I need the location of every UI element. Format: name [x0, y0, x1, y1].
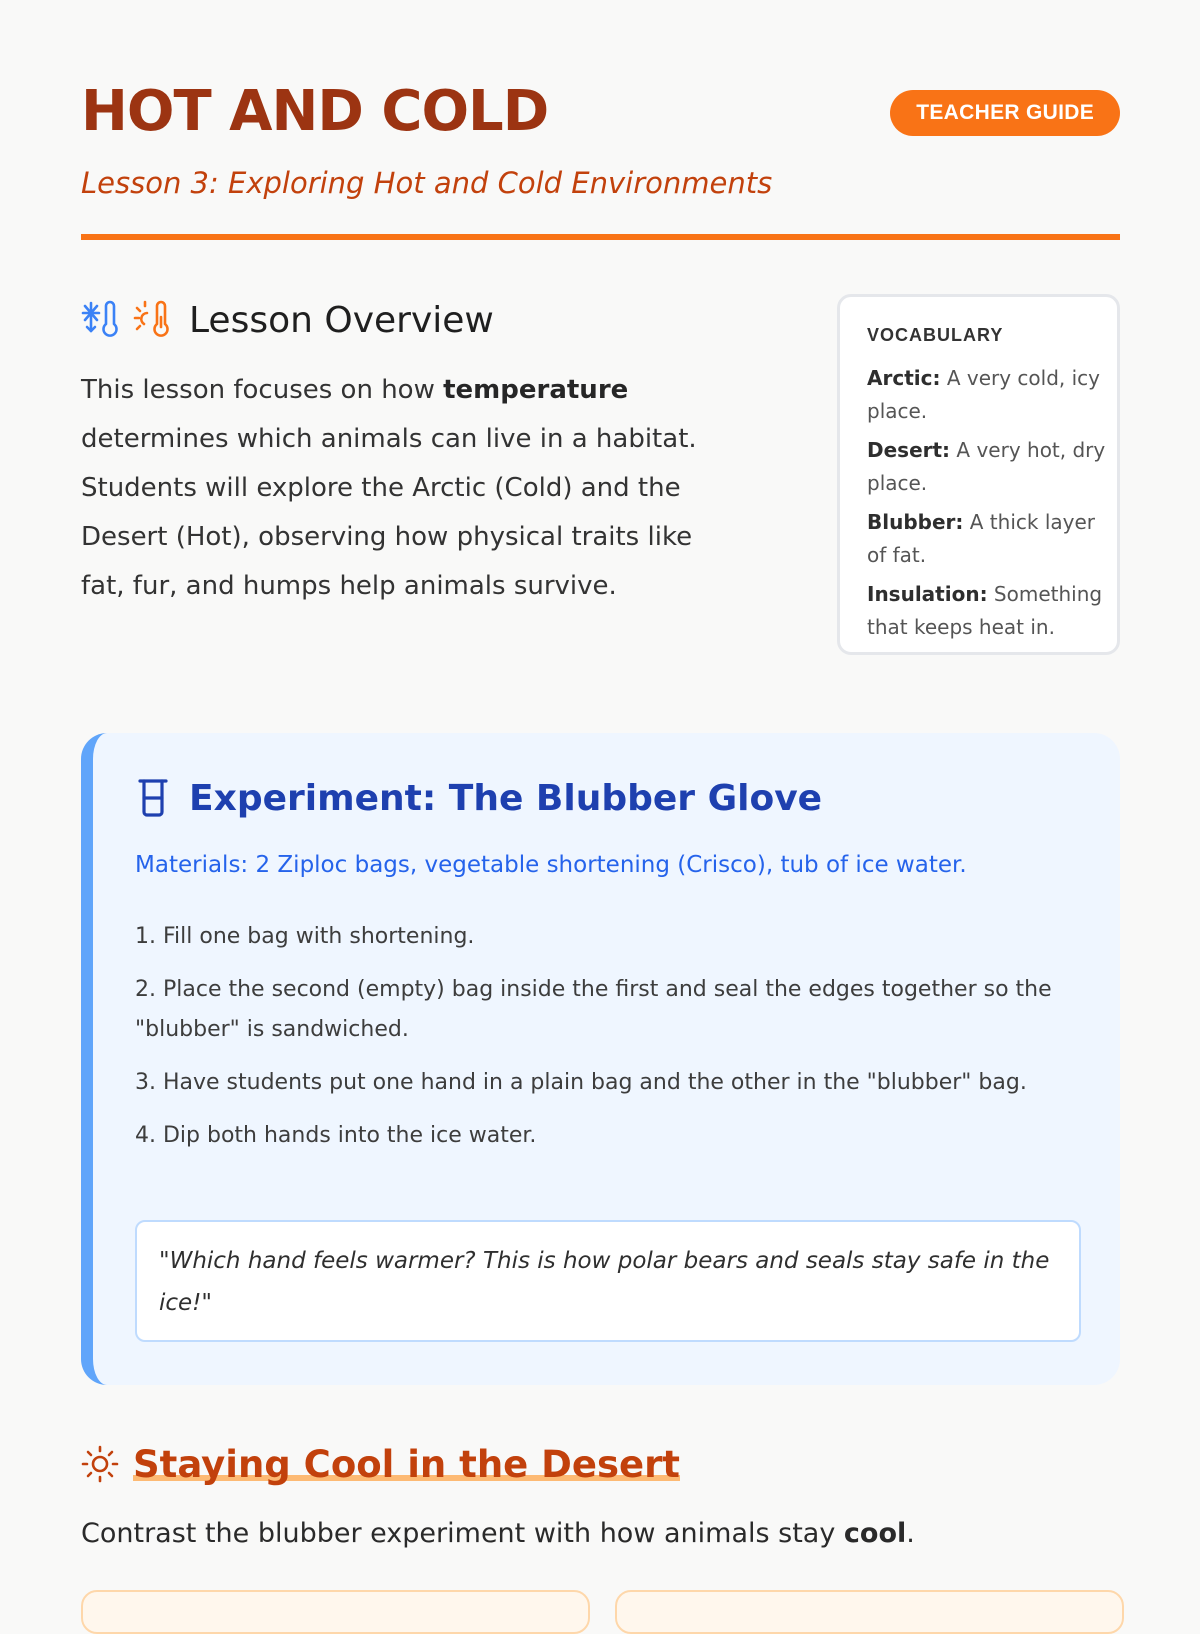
vocabulary-item	[867, 434, 1117, 500]
lesson-page	[81, 0, 1120, 1549]
overview-text-emphasis: temperature	[443, 375, 629, 405]
experiment-quote: "Which hand feels warmer? This is how polar bears and seals stay safe in the ice!"	[135, 1220, 1081, 1342]
lesson-subtitle: Lesson 3: Exploring Hot and Cold Environments	[81, 166, 773, 200]
vocabulary-item	[867, 578, 1117, 644]
desert-card	[615, 1590, 1124, 1634]
desert-text-emphasis: cool	[843, 1518, 907, 1549]
vocabulary-title: VOCABULARY	[867, 325, 1004, 345]
vocabulary-item	[867, 506, 1117, 572]
experiment-heading	[135, 773, 822, 823]
vocabulary-item	[867, 362, 1117, 428]
experiment-step: 2. Place the second (empty) bag inside the first and seal the edges together so the "blubber" is sandwiched.	[135, 977, 1052, 1042]
desert-text-part: Contrast the blubber experiment with how animals stay	[81, 1518, 844, 1549]
desert-heading	[81, 1436, 1120, 1492]
vocabulary-term: Arctic:	[867, 366, 941, 390]
experiment-step: 3. Have students put one hand in a plain bag and the other in the "blubber" bag.	[135, 1070, 1027, 1095]
experiment-step: 1. Fill one bag with shortening.	[135, 924, 475, 949]
beaker-icon	[135, 778, 171, 818]
vocabulary-card	[837, 294, 1120, 655]
lesson-overview-heading	[81, 294, 494, 346]
vocabulary-term: Insulation:	[867, 582, 988, 606]
vocabulary-definition: A thick layer of fat.	[867, 510, 1095, 567]
teacher-guide-badge: TEACHER GUIDE	[890, 90, 1120, 136]
overview-text-part: determines which animals can live in a habitat. Students will explore the Arctic (Cold) and the Desert (Hot), observing how physical traits like fat, fur, and humps help animals survive.	[81, 424, 697, 601]
experiment-materials: Materials: 2 Ziploc bags, vegetable shortening (Crisco), tub of ice water.	[135, 852, 967, 878]
experiment-step: 4. Dip both hands into the ice water.	[135, 1123, 537, 1148]
experiment-title: Experiment: The Blubber Glove	[189, 777, 823, 819]
vocabulary-term: Desert:	[867, 438, 951, 462]
thermometer-snow-icon	[81, 299, 121, 341]
desert-section	[81, 1436, 1120, 1554]
desert-title: Staying Cool in the Desert	[133, 1442, 680, 1486]
vocabulary-definition: Something that keeps heat in.	[867, 582, 1103, 639]
lesson-overview-title: Lesson Overview	[189, 299, 494, 341]
overview-text-part: This lesson focuses on how	[81, 375, 444, 405]
experiment-box	[81, 733, 1120, 1385]
thermometer-sun-icon	[133, 299, 173, 341]
desert-card	[81, 1590, 590, 1634]
lesson-overview-text	[81, 366, 741, 611]
header	[81, 0, 1120, 242]
header-divider	[81, 234, 1120, 240]
lesson-overview-section	[81, 294, 1120, 680]
sun-icon	[81, 1445, 119, 1483]
vocabulary-definition: A very hot, dry place.	[867, 438, 1106, 495]
experiment-steps	[135, 917, 1075, 1169]
page-title: HOT AND COLD	[81, 79, 549, 144]
desert-text-part: .	[906, 1518, 915, 1549]
desert-intro-text	[81, 1514, 1120, 1554]
vocabulary-definition: A very cold, icy place.	[867, 366, 1101, 423]
vocabulary-term: Blubber:	[867, 510, 964, 534]
